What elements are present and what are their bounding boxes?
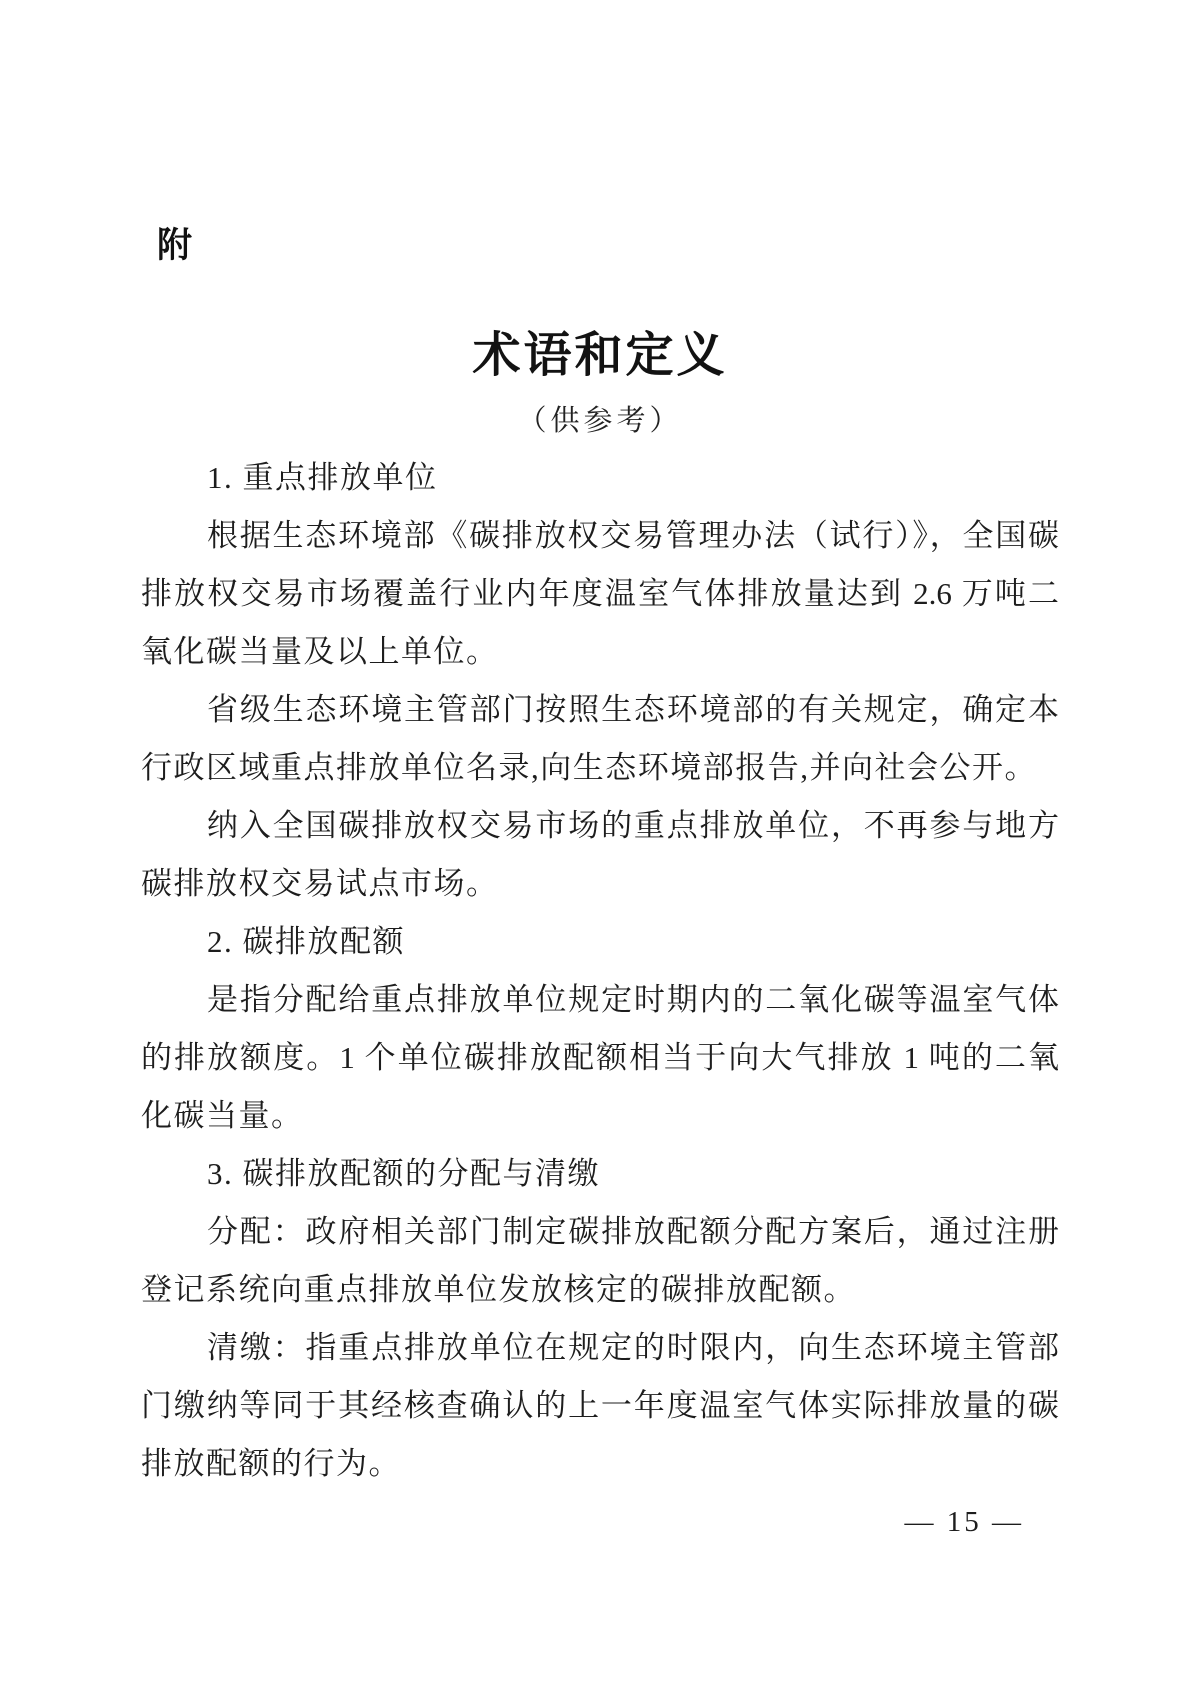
term-heading-1 xyxy=(141,449,1059,507)
term-heading-3 xyxy=(141,1145,1059,1203)
text-line: 2. 碳排放配额 xyxy=(207,924,405,959)
definition-paragraph xyxy=(141,797,1059,913)
document-body xyxy=(141,449,1059,1493)
text-line: 的排放额度。1 个单位碳排放配额相当于向大气排放 1 吨的二氧 xyxy=(141,1040,1059,1075)
attachment-label: 附 xyxy=(157,226,193,265)
definition-paragraph xyxy=(141,681,1059,797)
text-line: 排放配额的行为。 xyxy=(141,1446,401,1481)
text-line: 清缴：指重点排放单位在规定的时限内，向生态环境主管部 xyxy=(207,1330,1059,1365)
page-subtitle: （供参考） xyxy=(517,405,683,437)
text-line: 纳入全国碳排放权交易市场的重点排放单位，不再参与地方 xyxy=(207,808,1059,843)
text-line: 门缴纳等同于其经核查确认的上一年度温室气体实际排放量的碳 xyxy=(141,1388,1059,1423)
page-title: 术语和定义 xyxy=(472,329,728,382)
definition-paragraph xyxy=(141,507,1059,681)
text-line: 分配：政府相关部门制定碳排放配额分配方案后，通过注册 xyxy=(207,1214,1059,1249)
text-line: 行政区域重点排放单位名录,向生态环境部报告,并向社会公开。 xyxy=(141,750,1037,785)
text-line: 登记系统向重点排放单位发放核定的碳排放配额。 xyxy=(141,1272,856,1307)
text-line: 氧化碳当量及以上单位。 xyxy=(141,634,499,669)
definition-paragraph xyxy=(141,971,1059,1145)
text-line: 根据生态环境部《碳排放权交易管理办法（试行）》，全国碳 xyxy=(207,518,1059,553)
text-line: 1. 重点排放单位 xyxy=(207,460,438,495)
definition-paragraph xyxy=(141,1319,1059,1493)
page-number: — 15 — xyxy=(904,1506,1024,1538)
term-heading-2 xyxy=(141,913,1059,971)
text-line: 化碳当量。 xyxy=(141,1098,304,1133)
text-line: 省级生态环境主管部门按照生态环境部的有关规定，确定本 xyxy=(207,692,1059,727)
text-line: 碳排放权交易试点市场。 xyxy=(141,866,499,901)
text-line: 是指分配给重点排放单位规定时期内的二氧化碳等温室气体 xyxy=(207,982,1059,1017)
text-line: 3. 碳排放配额的分配与清缴 xyxy=(207,1156,600,1191)
definition-paragraph xyxy=(141,1203,1059,1319)
text-line: 排放权交易市场覆盖行业内年度温室气体排放量达到 2.6 万吨二 xyxy=(141,576,1059,611)
